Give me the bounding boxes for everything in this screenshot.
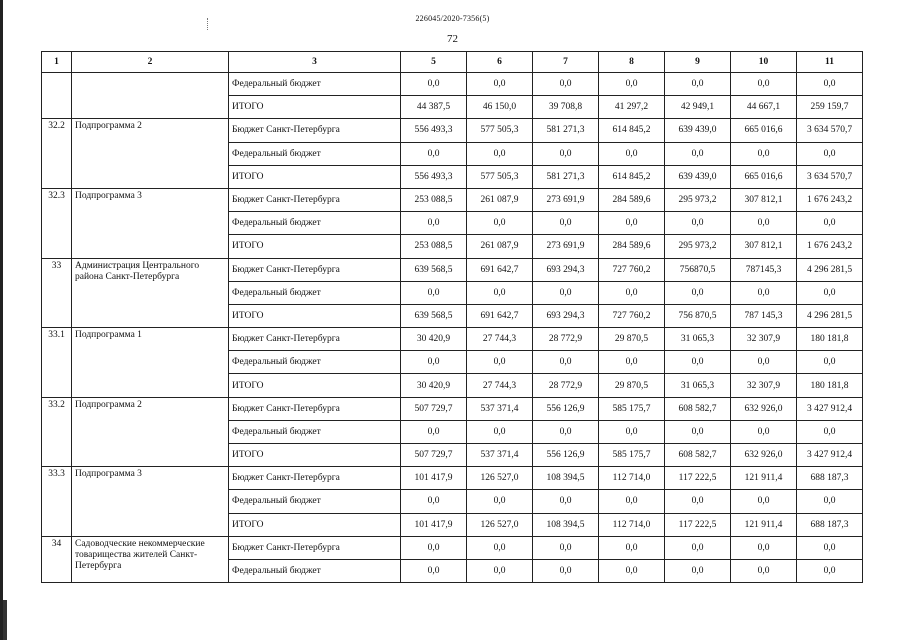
row-number-cell: 33.1	[42, 328, 72, 398]
amount-cell: 556 126,9	[533, 397, 599, 420]
program-name-cell: Подпрограмма 3	[72, 188, 229, 258]
amount-cell: 284 589,6	[599, 188, 665, 211]
amount-cell: 0,0	[599, 351, 665, 374]
amount-cell: 0,0	[599, 559, 665, 582]
amount-cell: 0,0	[599, 536, 665, 559]
amount-cell: 44 387,5	[401, 96, 467, 119]
amount-cell: 585 175,7	[599, 444, 665, 467]
amount-cell: 0,0	[401, 281, 467, 304]
funding-source-cell: Федеральный бюджет	[229, 420, 401, 443]
amount-cell: 180 181,8	[797, 328, 863, 351]
amount-cell: 0,0	[797, 212, 863, 235]
amount-cell: 0,0	[401, 490, 467, 513]
amount-cell: 507 729,7	[401, 444, 467, 467]
amount-cell: 3 634 570,7	[797, 165, 863, 188]
amount-cell: 284 589,6	[599, 235, 665, 258]
amount-cell: 259 159,7	[797, 96, 863, 119]
amount-cell: 0,0	[599, 73, 665, 96]
header-cell: 10	[731, 52, 797, 73]
header-cell: 8	[599, 52, 665, 73]
amount-cell: 0,0	[467, 351, 533, 374]
amount-cell: 585 175,7	[599, 397, 665, 420]
funding-source-cell: Федеральный бюджет	[229, 490, 401, 513]
amount-cell: 0,0	[731, 281, 797, 304]
amount-cell: 112 714,0	[599, 467, 665, 490]
amount-cell: 0,0	[665, 490, 731, 513]
header-cell: 2	[72, 52, 229, 73]
header-cell: 5	[401, 52, 467, 73]
amount-cell: 665 016,6	[731, 165, 797, 188]
amount-cell: 28 772,9	[533, 328, 599, 351]
table-row	[42, 258, 863, 281]
funding-source-cell: Бюджет Санкт-Петербурга	[229, 328, 401, 351]
amount-cell: 0,0	[599, 212, 665, 235]
amount-cell: 537 371,4	[467, 444, 533, 467]
amount-cell: 0,0	[665, 142, 731, 165]
row-number-cell: 33.2	[42, 397, 72, 467]
amount-cell: 29 870,5	[599, 374, 665, 397]
amount-cell: 0,0	[599, 490, 665, 513]
amount-cell: 253 088,5	[401, 188, 467, 211]
amount-cell: 639 439,0	[665, 119, 731, 142]
amount-cell: 577 505,3	[467, 165, 533, 188]
funding-source-cell: ИТОГО	[229, 444, 401, 467]
amount-cell: 0,0	[731, 490, 797, 513]
header-cell: 11	[797, 52, 863, 73]
funding-source-cell: Бюджет Санкт-Петербурга	[229, 467, 401, 490]
amount-cell: 39 708,8	[533, 96, 599, 119]
amount-cell: 0,0	[401, 536, 467, 559]
amount-cell: 577 505,3	[467, 119, 533, 142]
amount-cell: 3 634 570,7	[797, 119, 863, 142]
amount-cell: 0,0	[467, 420, 533, 443]
amount-cell: 756870,5	[665, 258, 731, 281]
amount-cell: 126 527,0	[467, 513, 533, 536]
amount-cell: 688 187,3	[797, 513, 863, 536]
amount-cell: 261 087,9	[467, 235, 533, 258]
amount-cell: 787 145,3	[731, 304, 797, 327]
funding-source-cell: ИТОГО	[229, 96, 401, 119]
amount-cell: 0,0	[797, 281, 863, 304]
amount-cell: 273 691,9	[533, 188, 599, 211]
amount-cell: 0,0	[533, 536, 599, 559]
amount-cell: 295 973,2	[665, 188, 731, 211]
amount-cell: 556 493,3	[401, 165, 467, 188]
amount-cell: 507 729,7	[401, 397, 467, 420]
header-cell: 6	[467, 52, 533, 73]
amount-cell: 1 676 243,2	[797, 188, 863, 211]
amount-cell: 639 439,0	[665, 165, 731, 188]
amount-cell: 614 845,2	[599, 119, 665, 142]
amount-cell: 608 582,7	[665, 444, 731, 467]
amount-cell: 28 772,9	[533, 374, 599, 397]
amount-cell: 112 714,0	[599, 513, 665, 536]
program-name-cell: Подпрограмма 1	[72, 328, 229, 398]
amount-cell: 0,0	[599, 281, 665, 304]
table-row	[42, 188, 863, 211]
funding-source-cell: ИТОГО	[229, 304, 401, 327]
amount-cell: 31 065,3	[665, 374, 731, 397]
amount-cell: 639 568,5	[401, 304, 467, 327]
amount-cell: 0,0	[797, 142, 863, 165]
row-number-cell: 34	[42, 536, 72, 582]
amount-cell: 0,0	[533, 420, 599, 443]
amount-cell: 0,0	[665, 351, 731, 374]
amount-cell: 32 307,9	[731, 328, 797, 351]
amount-cell: 126 527,0	[467, 467, 533, 490]
amount-cell: 0,0	[401, 420, 467, 443]
row-number-cell: 32.2	[42, 119, 72, 189]
amount-cell: 0,0	[665, 420, 731, 443]
budget-table-body	[42, 52, 863, 583]
amount-cell: 307 812,1	[731, 188, 797, 211]
amount-cell: 0,0	[665, 559, 731, 582]
program-name-cell: Администрация Центрального района Санкт-Петербурга	[72, 258, 229, 328]
amount-cell: 581 271,3	[533, 165, 599, 188]
amount-cell: 0,0	[797, 73, 863, 96]
scan-edge-mark-lower	[3, 600, 7, 640]
amount-cell: 0,0	[533, 212, 599, 235]
document-number: 226045/2020-7356(5)	[415, 14, 490, 23]
program-name-cell: Подпрограмма 3	[72, 467, 229, 537]
amount-cell: 537 371,4	[467, 397, 533, 420]
amount-cell: 0,0	[467, 142, 533, 165]
amount-cell: 0,0	[731, 536, 797, 559]
amount-cell: 581 271,3	[533, 119, 599, 142]
amount-cell: 0,0	[401, 73, 467, 96]
amount-cell: 639 568,5	[401, 258, 467, 281]
budget-table	[41, 51, 863, 583]
amount-cell: 108 394,5	[533, 467, 599, 490]
amount-cell: 121 911,4	[731, 467, 797, 490]
amount-cell: 556 126,9	[533, 444, 599, 467]
amount-cell: 0,0	[665, 73, 731, 96]
amount-cell: 632 926,0	[731, 444, 797, 467]
amount-cell: 46 150,0	[467, 96, 533, 119]
funding-source-cell: Бюджет Санкт-Петербурга	[229, 119, 401, 142]
amount-cell: 691 642,7	[467, 304, 533, 327]
table-row	[42, 536, 863, 559]
amount-cell: 0,0	[533, 559, 599, 582]
funding-source-cell: ИТОГО	[229, 165, 401, 188]
funding-source-cell: ИТОГО	[229, 235, 401, 258]
funding-source-cell: Федеральный бюджет	[229, 142, 401, 165]
funding-source-cell: Федеральный бюджет	[229, 212, 401, 235]
funding-source-cell: Бюджет Санкт-Петербурга	[229, 188, 401, 211]
header-cell: 7	[533, 52, 599, 73]
amount-cell: 727 760,2	[599, 304, 665, 327]
amount-cell: 307 812,1	[731, 235, 797, 258]
amount-cell: 0,0	[797, 420, 863, 443]
amount-cell: 0,0	[665, 281, 731, 304]
amount-cell: 0,0	[467, 73, 533, 96]
funding-source-cell: Федеральный бюджет	[229, 351, 401, 374]
funding-source-cell: Федеральный бюджет	[229, 73, 401, 96]
amount-cell: 42 949,1	[665, 96, 731, 119]
amount-cell: 30 420,9	[401, 374, 467, 397]
funding-source-cell: Бюджет Санкт-Петербурга	[229, 397, 401, 420]
amount-cell: 44 667,1	[731, 96, 797, 119]
amount-cell: 0,0	[533, 490, 599, 513]
funding-source-cell: Бюджет Санкт-Петербурга	[229, 258, 401, 281]
amount-cell: 0,0	[401, 559, 467, 582]
amount-cell: 0,0	[467, 559, 533, 582]
amount-cell: 0,0	[665, 536, 731, 559]
funding-source-cell: ИТОГО	[229, 513, 401, 536]
table-row	[42, 73, 863, 96]
funding-source-cell: ИТОГО	[229, 374, 401, 397]
header-cell: 1	[42, 52, 72, 73]
header-cell: 3	[229, 52, 401, 73]
amount-cell: 0,0	[533, 142, 599, 165]
amount-cell: 787145,3	[731, 258, 797, 281]
amount-cell: 0,0	[599, 142, 665, 165]
program-name-cell: Подпрограмма 2	[72, 119, 229, 189]
scan-edge-mark	[0, 0, 3, 640]
table-header-row	[42, 52, 863, 73]
amount-cell: 691 642,7	[467, 258, 533, 281]
amount-cell: 273 691,9	[533, 235, 599, 258]
amount-cell: 0,0	[401, 212, 467, 235]
amount-cell: 117 222,5	[665, 513, 731, 536]
amount-cell: 4 296 281,5	[797, 304, 863, 327]
amount-cell: 688 187,3	[797, 467, 863, 490]
amount-cell: 121 911,4	[731, 513, 797, 536]
amount-cell: 0,0	[467, 212, 533, 235]
amount-cell: 0,0	[797, 536, 863, 559]
amount-cell: 101 417,9	[401, 513, 467, 536]
amount-cell: 0,0	[467, 490, 533, 513]
amount-cell: 180 181,8	[797, 374, 863, 397]
table-row	[42, 119, 863, 142]
amount-cell: 693 294,3	[533, 304, 599, 327]
amount-cell: 614 845,2	[599, 165, 665, 188]
amount-cell: 0,0	[533, 281, 599, 304]
amount-cell: 0,0	[467, 536, 533, 559]
amount-cell: 0,0	[665, 212, 731, 235]
amount-cell: 0,0	[401, 142, 467, 165]
amount-cell: 101 417,9	[401, 467, 467, 490]
row-number-cell: 33	[42, 258, 72, 328]
amount-cell: 0,0	[797, 351, 863, 374]
amount-cell: 0,0	[731, 73, 797, 96]
amount-cell: 756 870,5	[665, 304, 731, 327]
program-name-cell: Подпрограмма 2	[72, 397, 229, 467]
amount-cell: 0,0	[599, 420, 665, 443]
table-row	[42, 397, 863, 420]
amount-cell: 4 296 281,5	[797, 258, 863, 281]
amount-cell: 27 744,3	[467, 328, 533, 351]
table-row	[42, 467, 863, 490]
amount-cell: 0,0	[731, 142, 797, 165]
amount-cell: 693 294,3	[533, 258, 599, 281]
amount-cell: 0,0	[401, 351, 467, 374]
amount-cell: 0,0	[731, 559, 797, 582]
amount-cell: 727 760,2	[599, 258, 665, 281]
amount-cell: 31 065,3	[665, 328, 731, 351]
amount-cell: 27 744,3	[467, 374, 533, 397]
row-number-cell: 32.3	[42, 188, 72, 258]
row-number-cell: 33.3	[42, 467, 72, 537]
amount-cell: 0,0	[797, 559, 863, 582]
amount-cell: 261 087,9	[467, 188, 533, 211]
amount-cell: 0,0	[731, 420, 797, 443]
page-number: 72	[447, 33, 458, 45]
funding-source-cell: Федеральный бюджет	[229, 559, 401, 582]
amount-cell: 117 222,5	[665, 467, 731, 490]
amount-cell: 665 016,6	[731, 119, 797, 142]
amount-cell: 29 870,5	[599, 328, 665, 351]
amount-cell: 556 493,3	[401, 119, 467, 142]
amount-cell: 0,0	[731, 351, 797, 374]
amount-cell: 0,0	[533, 351, 599, 374]
row-number-cell	[42, 73, 72, 119]
amount-cell: 0,0	[467, 281, 533, 304]
amount-cell: 108 394,5	[533, 513, 599, 536]
amount-cell: 295 973,2	[665, 235, 731, 258]
table-row	[42, 328, 863, 351]
amount-cell: 1 676 243,2	[797, 235, 863, 258]
amount-cell: 0,0	[797, 490, 863, 513]
program-name-cell	[72, 73, 229, 119]
amount-cell: 3 427 912,4	[797, 444, 863, 467]
amount-cell: 608 582,7	[665, 397, 731, 420]
amount-cell: 0,0	[731, 212, 797, 235]
amount-cell: 41 297,2	[599, 96, 665, 119]
funding-source-cell: Бюджет Санкт-Петербурга	[229, 536, 401, 559]
amount-cell: 32 307,9	[731, 374, 797, 397]
amount-cell: 3 427 912,4	[797, 397, 863, 420]
funding-source-cell: Федеральный бюджет	[229, 281, 401, 304]
amount-cell: 253 088,5	[401, 235, 467, 258]
header-cell: 9	[665, 52, 731, 73]
amount-cell: 30 420,9	[401, 328, 467, 351]
amount-cell: 632 926,0	[731, 397, 797, 420]
program-name-cell: Садоводческие некоммерческие товарищества жителей Санкт-Петербурга	[72, 536, 229, 582]
amount-cell: 0,0	[533, 73, 599, 96]
